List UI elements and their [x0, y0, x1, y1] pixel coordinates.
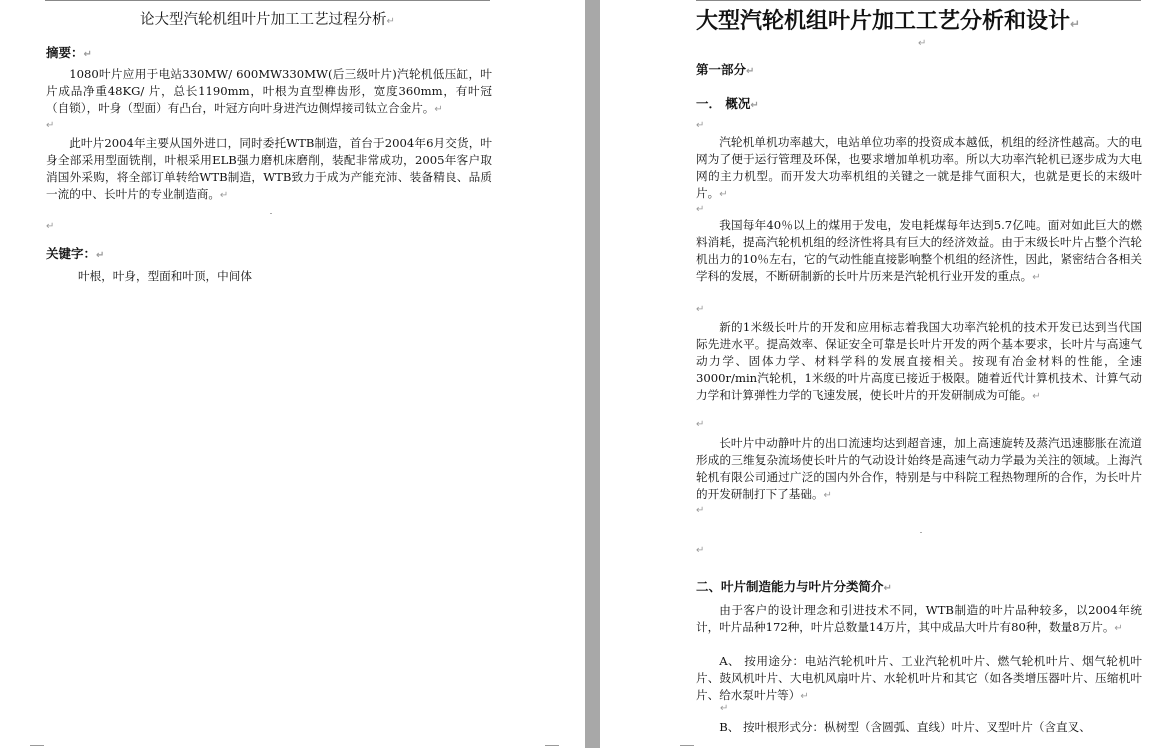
empty-paragraph-mark: ↵ [696, 505, 705, 516]
section-1-paragraph-4: 长叶片中动静叶片的出口流速均达到超音速，加上高速旋转及蒸汽迅速膨胀在流道形成的三维复杂流场使长叶片的气动设计始终是高速气动力学最为关注的领域。上海汽轮机有限公司通过广泛的国内外合作，特别是与中科院工程热物理所的合作，为长叶片的开发研制打下了基础。↵ [696, 436, 1142, 501]
keywords-heading: 关键字：↵ [46, 246, 105, 261]
empty-paragraph-mark: ↵ [918, 38, 927, 49]
abstract-paragraph-1: 1080叶片应用于电站330MW/ 600MW330MW(后三级叶片)汽轮机低压缸，叶片成品净重48KG/ 片，总长1190mm，叶根为直型榫齿形，宽度360mm，有叶冠（自锁），叶身（型面）有凸台，叶冠方向叶身进汽边侧焊接司钛立合金片。↵ [46, 67, 492, 115]
page-gap [585, 0, 600, 748]
left-page-title: 论大型汽轮机组叶片加工工艺过程分析↵ [140, 12, 395, 28]
section-2-paragraph-1: 由于客户的设计理念和引进技术不同，WTB制造的叶片品种较多，以2004年统计，叶片品种172种，叶片总数量14万片，其中成品大叶片有80种，数量8万片。↵ [696, 603, 1142, 634]
document-page-right [600, 0, 1165, 748]
page-mark [920, 532, 922, 533]
empty-paragraph-mark: ↵ [696, 419, 705, 430]
empty-paragraph-mark: ↵ [696, 545, 705, 556]
section-1-paragraph-2: 我国每年40％以上的煤用于发电，发电耗煤每年达到5.7亿吨。面对如此巨大的燃料消耗，提高汽轮机机组的经济性将具有巨大的经济效益。由于末级长叶片占整个汽轮机出力的10％左右，它的气动性能直接影响整个机组的经济性，因此，紧密结合各相关学科的发展，不断研制新的长叶片历来是汽轮机行业开发的重点。↵ [696, 218, 1142, 283]
empty-paragraph-mark: ↵ [696, 304, 705, 315]
empty-paragraph-mark: ↵ [696, 120, 705, 131]
section-1-paragraph-1: 汽轮机单机功率越大，电站单位功率的投资成本越低，机组的经济性越高。大的电网为了便于运行管理及环保，也要求增加单机功率。所以大功率汽轮机已逐步成为大电网的主力机型。而开发大功率机组的关键之一就是排气面积大，也就是更长的末级叶片。↵ [696, 135, 1142, 200]
section-2-heading: 二、叶片制造能力与叶片分类简介↵ [696, 579, 892, 594]
section-1-paragraph-3: 新的1米级长叶片的开发和应用标志着我国大功率汽轮机的技术开发已达到当代国际先进水平。提高效率、保证安全可靠是长叶片开发的两个基本要求，长叶片与高速气动力学、固体力学、材料学科的发展直接相关。按现有冶金材料的性能，全速3000r/min汽轮机，1米级的叶片高度已接近于极限。随着近代计算机技术、计算气动力学和计算弹性力学的飞速发展，使长叶片的开发研制成为可能。↵ [696, 320, 1142, 402]
right-page-title: 大型汽轮机组叶片加工工艺分析和设计↵ [696, 8, 1081, 34]
part-heading: 第一部分↵ [696, 62, 755, 77]
section-2-item-b: B、 按叶根形式分：枞树型（含圆弧、直线）叶片、叉型叶片（含直叉、 [719, 720, 1091, 734]
header-rule [696, 0, 1141, 1]
crop-mark [545, 745, 559, 746]
crop-mark [680, 745, 694, 746]
empty-paragraph-mark: ↵ [46, 120, 55, 131]
crop-mark [30, 745, 44, 746]
abstract-heading: 摘要：↵ [46, 45, 92, 60]
empty-paragraph-mark: ↵ [46, 221, 55, 232]
keywords-text: 叶根，叶身，型面和叶顶，中间体 [78, 269, 252, 283]
empty-paragraph-mark: ↵ [696, 204, 705, 215]
section-1-heading: 一． 概况↵ [696, 96, 759, 111]
header-rule [45, 0, 490, 1]
abstract-paragraph-2: 此叶片2004年主要从国外进口，同时委托WTB制造，首台于2004年6月交货，叶身全部采用型面铣削，叶根采用ELB强力磨机床磨削，装配非常成功，2005年客户取消国外采购，将全部订单转给WTB制造，WTB致力于成为产能充沛、装备精良、品质一流的中、长叶片的专业制造商。↵ [46, 136, 492, 201]
section-2-item-a: A、 按用途分：电站汽轮机叶片、工业汽轮机叶片、燃气轮机叶片、烟气轮机叶片、鼓风机叶片、大电机风扇叶片、水轮机叶片和其它（如各类增压器叶片、压缩机叶片、给水泵叶片等）↵ [696, 654, 1142, 702]
empty-paragraph-mark: ↵ [720, 703, 729, 714]
page-mark [270, 213, 272, 214]
